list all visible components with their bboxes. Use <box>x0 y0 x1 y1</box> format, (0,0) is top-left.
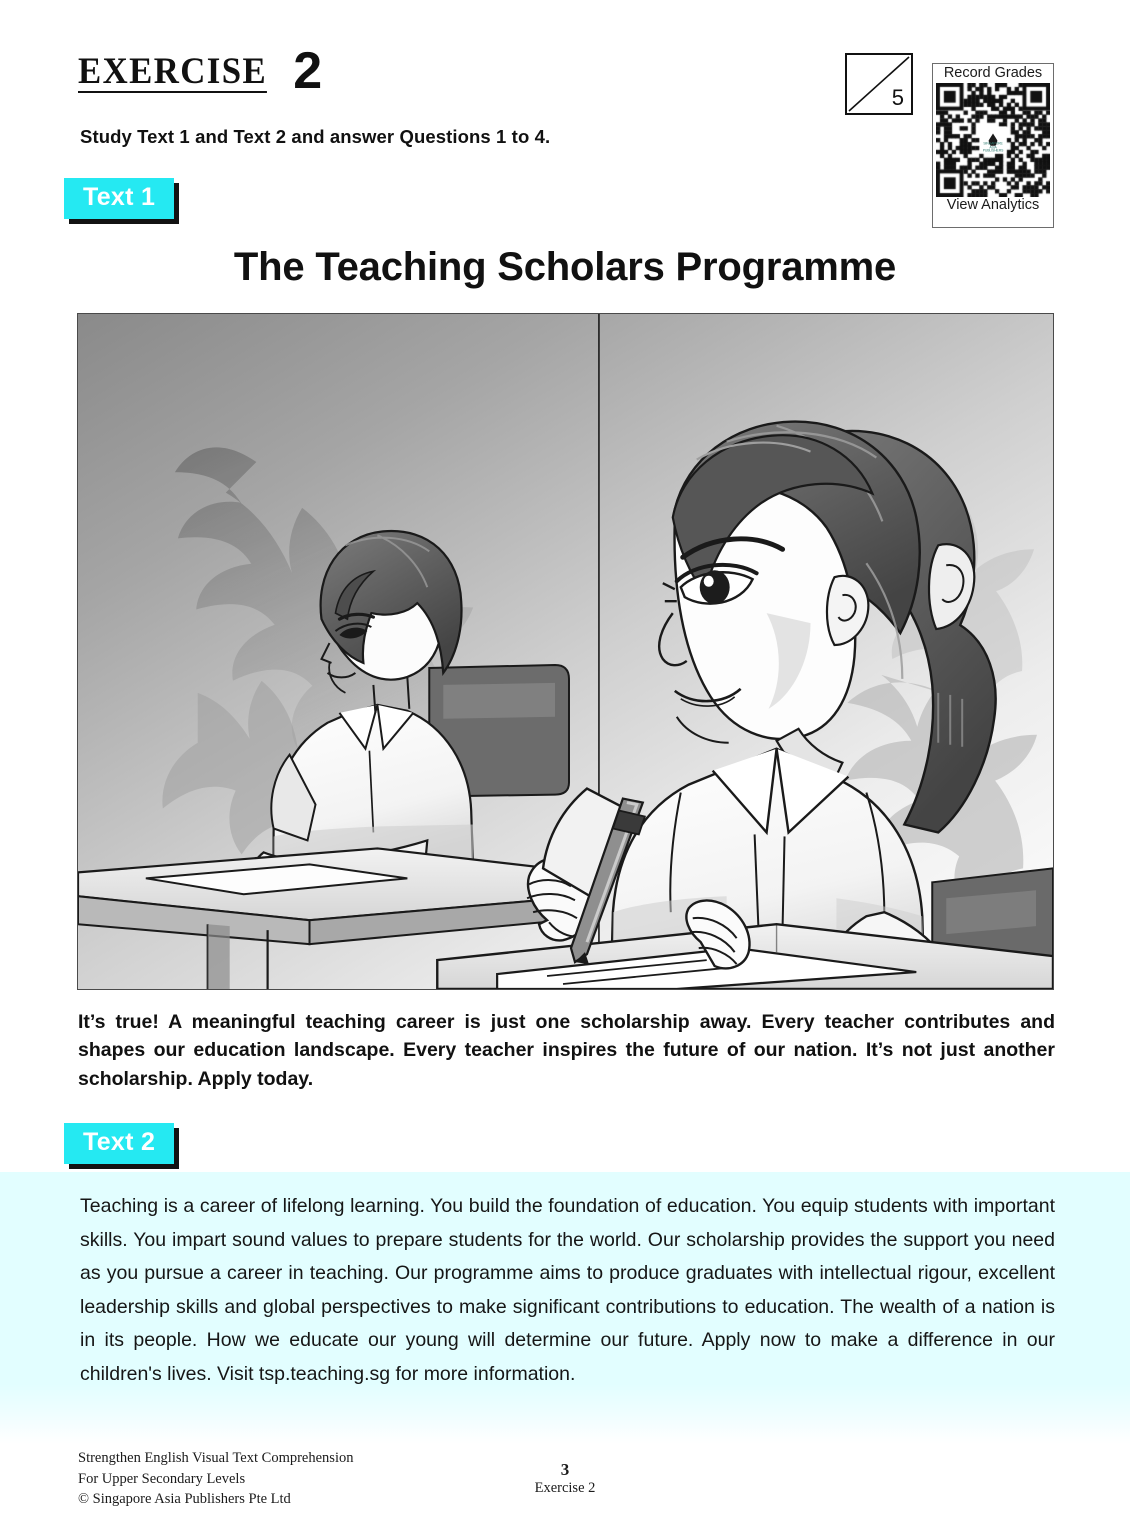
exercise-number: 2 <box>293 42 323 100</box>
footer-exercise-label: Exercise 2 <box>534 1479 596 1496</box>
grade-score-value: 5 <box>891 85 904 110</box>
qr-view-analytics-label: View Analytics <box>946 196 1040 213</box>
footer-page-block <box>0 1460 1130 1497</box>
grade-mark-box[interactable] <box>845 53 913 115</box>
footer-book-title: Strengthen English Visual Text Comprehension <box>78 1450 354 1466</box>
footer-level-line: For Upper Secondary Levels <box>78 1470 246 1487</box>
exercise-heading <box>78 42 323 100</box>
qr-record-grades-label: Record Grades <box>943 65 1043 81</box>
page-title: The Teaching Scholars Programme <box>233 245 897 289</box>
text2-tag: Text 2 <box>64 1123 174 1164</box>
qr-code-matrix[interactable] <box>936 83 1050 197</box>
text1-caption: It’s true! A meaningful teaching career is just one scholarship away. Every teacher contributes and shapes our education landscape. Every teacher inspires the future of our nation. It’s not just another scholarship. Apply today. <box>78 1011 1055 1090</box>
classroom-scene-illustration <box>78 314 1053 989</box>
text1-tag: Text 1 <box>64 178 174 219</box>
instruction-line: Study Text 1 and Text 2 and answer Questions 1 to 4. <box>80 126 551 147</box>
page-footer <box>0 1448 1130 1528</box>
publisher-logo-caption: SINGAPORE ASIA PUBLISHERS <box>982 141 1004 153</box>
exercise-word: EXERCISE <box>78 51 268 93</box>
page-number: 3 <box>560 1460 570 1479</box>
text2-body: Teaching is a career of lifelong learning. You build the foundation of education. You equip students with important skills. You impart sound values to prepare students for the world. Our scholarship provides the support you need as you pursue a career in teaching. Our programme aims to produce graduates with intellectual rigour, excellent leadership skills and global perspectives to make significant contributions to education. The wealth of a nation is in its people. How we educate our young will determine our future. Apply now to make a difference in our children's lives. Visit tsp.teaching.sg for more information. <box>80 1195 1055 1385</box>
text1-illustration <box>77 313 1054 990</box>
footer-copyright: © Singapore Asia Publishers Pte Ltd <box>78 1491 291 1508</box>
publisher-logo-icon <box>980 126 1007 153</box>
qr-code-card[interactable] <box>932 63 1054 228</box>
